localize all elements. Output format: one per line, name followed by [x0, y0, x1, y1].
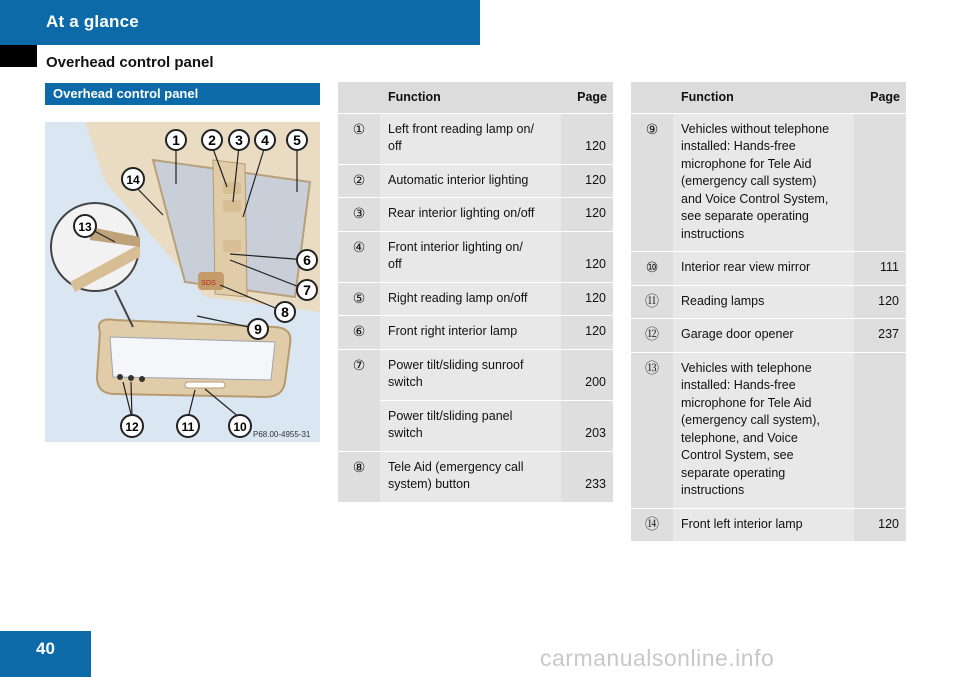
- row-page: 120: [561, 231, 613, 282]
- svg-text:13: 13: [78, 220, 92, 234]
- row-page: 203: [561, 400, 613, 451]
- row-number: ①: [338, 113, 380, 164]
- row-function: Front left interior lamp: [673, 508, 854, 541]
- svg-text:14: 14: [126, 173, 140, 187]
- row-page: [854, 113, 906, 252]
- callout-11: [177, 415, 199, 437]
- row-page: 237: [854, 319, 906, 353]
- table-row: [631, 252, 906, 286]
- garage-button-2: [128, 375, 134, 381]
- section-marker: [0, 45, 37, 67]
- garage-button-3: [139, 376, 145, 382]
- row-function: Front interior lighting on/ off: [380, 231, 561, 282]
- row-function: Reading lamps: [673, 285, 854, 319]
- svg-text:6: 6: [303, 252, 311, 268]
- header-page: Page: [561, 82, 613, 113]
- svg-text:1: 1: [172, 132, 180, 148]
- header-title: At a glance: [46, 12, 139, 31]
- table-header-row: [338, 82, 613, 113]
- table-row: [338, 198, 613, 232]
- row-function: Tele Aid (emergency call system) button: [380, 451, 561, 502]
- table-row: [338, 113, 613, 164]
- row-function: Power tilt/sliding sunroof switch: [380, 349, 561, 400]
- row-function: Front right interior lamp: [380, 316, 561, 350]
- callout-12: [121, 415, 143, 437]
- callout-7: [297, 280, 317, 300]
- callout-6: [297, 250, 317, 270]
- svg-text:2: 2: [208, 132, 216, 148]
- table-row: [631, 319, 906, 353]
- header-function: Function: [380, 82, 561, 113]
- row-page: 120: [561, 164, 613, 198]
- header-num: [631, 82, 673, 113]
- callout-9: [248, 319, 268, 339]
- row-function: Left front reading lamp on/ off: [380, 113, 561, 164]
- table-header-row: [631, 82, 906, 113]
- callout-3: [229, 130, 249, 150]
- svg-text:3: 3: [235, 132, 243, 148]
- row-page: 120: [561, 198, 613, 232]
- callout-1: [166, 130, 186, 150]
- table-row: [338, 282, 613, 316]
- table-row: [631, 113, 906, 252]
- sunroof-switch: [223, 240, 241, 252]
- table-row: [338, 164, 613, 198]
- row-number: ⑭: [631, 508, 673, 541]
- figure-code: P68.00-4955-31: [253, 430, 311, 439]
- row-number: ⑨: [631, 113, 673, 252]
- callout-10: [229, 415, 251, 437]
- function-table-right: [631, 82, 906, 541]
- callout-4: [255, 130, 275, 150]
- row-page: 200: [561, 349, 613, 400]
- svg-text:5: 5: [293, 132, 301, 148]
- table-row: [631, 508, 906, 541]
- svg-text:11: 11: [181, 420, 195, 434]
- table-row: [631, 352, 906, 508]
- header-num: [338, 82, 380, 113]
- watermark: carmanualsonline.info: [540, 645, 775, 671]
- header-page: Page: [854, 82, 906, 113]
- row-function: Vehicles without telephone installed: Hands-free microphone for Tele Aid (emergency call system) and Voice Control System, see separate operating instructions: [673, 113, 854, 252]
- row-function: Automatic interior lighting: [380, 164, 561, 198]
- header-function: Function: [673, 82, 854, 113]
- row-function: Garage door opener: [673, 319, 854, 353]
- table-row: [338, 349, 613, 400]
- mirror-glass: [110, 337, 275, 380]
- svg-text:9: 9: [254, 321, 262, 337]
- figure-label: Overhead control panel: [45, 83, 320, 105]
- row-page: 120: [561, 282, 613, 316]
- row-number: ⑪: [631, 285, 673, 319]
- callout-2: [202, 130, 222, 150]
- row-number: ③: [338, 198, 380, 232]
- row-function: Right reading lamp on/off: [380, 282, 561, 316]
- overhead-panel-figure: [45, 122, 320, 442]
- garage-button-1: [117, 374, 123, 380]
- row-function: Rear interior lighting on/off: [380, 198, 561, 232]
- row-number: ⑬: [631, 352, 673, 508]
- svg-text:10: 10: [233, 420, 247, 434]
- row-number: ⑥: [338, 316, 380, 350]
- row-number: ⑫: [631, 319, 673, 353]
- row-function: Power tilt/sliding panel switch: [380, 400, 561, 451]
- row-number: ⑦: [338, 349, 380, 451]
- sos-text: SOS: [201, 280, 216, 287]
- table-row: [338, 451, 613, 502]
- mirror-reading-lamp: [185, 382, 225, 388]
- row-number: ④: [338, 231, 380, 282]
- row-page: 120: [854, 285, 906, 319]
- table-row: [338, 231, 613, 282]
- row-function: Interior rear view mirror: [673, 252, 854, 286]
- row-page: 120: [561, 316, 613, 350]
- page-number: 40: [0, 631, 91, 677]
- row-page: 111: [854, 252, 906, 286]
- callout-8: [275, 302, 295, 322]
- row-number: ⑩: [631, 252, 673, 286]
- table-row: [338, 400, 613, 451]
- svg-text:7: 7: [303, 282, 311, 298]
- overhead-panel-illustration: [45, 122, 320, 442]
- callout-13: [74, 215, 96, 237]
- row-number: ②: [338, 164, 380, 198]
- svg-text:4: 4: [261, 132, 269, 148]
- callout-5: [287, 130, 307, 150]
- callout-14: [122, 168, 144, 190]
- row-page: 120: [561, 113, 613, 164]
- row-function: Vehicles with telephone installed: Hands-free microphone for Tele Aid (emergency call system), telephone, and Voice Control System, see separate operating instructions: [673, 352, 854, 508]
- row-number: ⑧: [338, 451, 380, 502]
- row-page: [854, 352, 906, 508]
- switch-3: [223, 200, 241, 212]
- row-number: ⑤: [338, 282, 380, 316]
- svg-text:8: 8: [281, 304, 289, 320]
- row-page: 120: [854, 508, 906, 541]
- table-row: [631, 285, 906, 319]
- function-table-left: [338, 82, 613, 502]
- section-title: Overhead control panel: [46, 54, 214, 71]
- svg-text:12: 12: [125, 420, 139, 434]
- row-page: 233: [561, 451, 613, 502]
- table-row: [338, 316, 613, 350]
